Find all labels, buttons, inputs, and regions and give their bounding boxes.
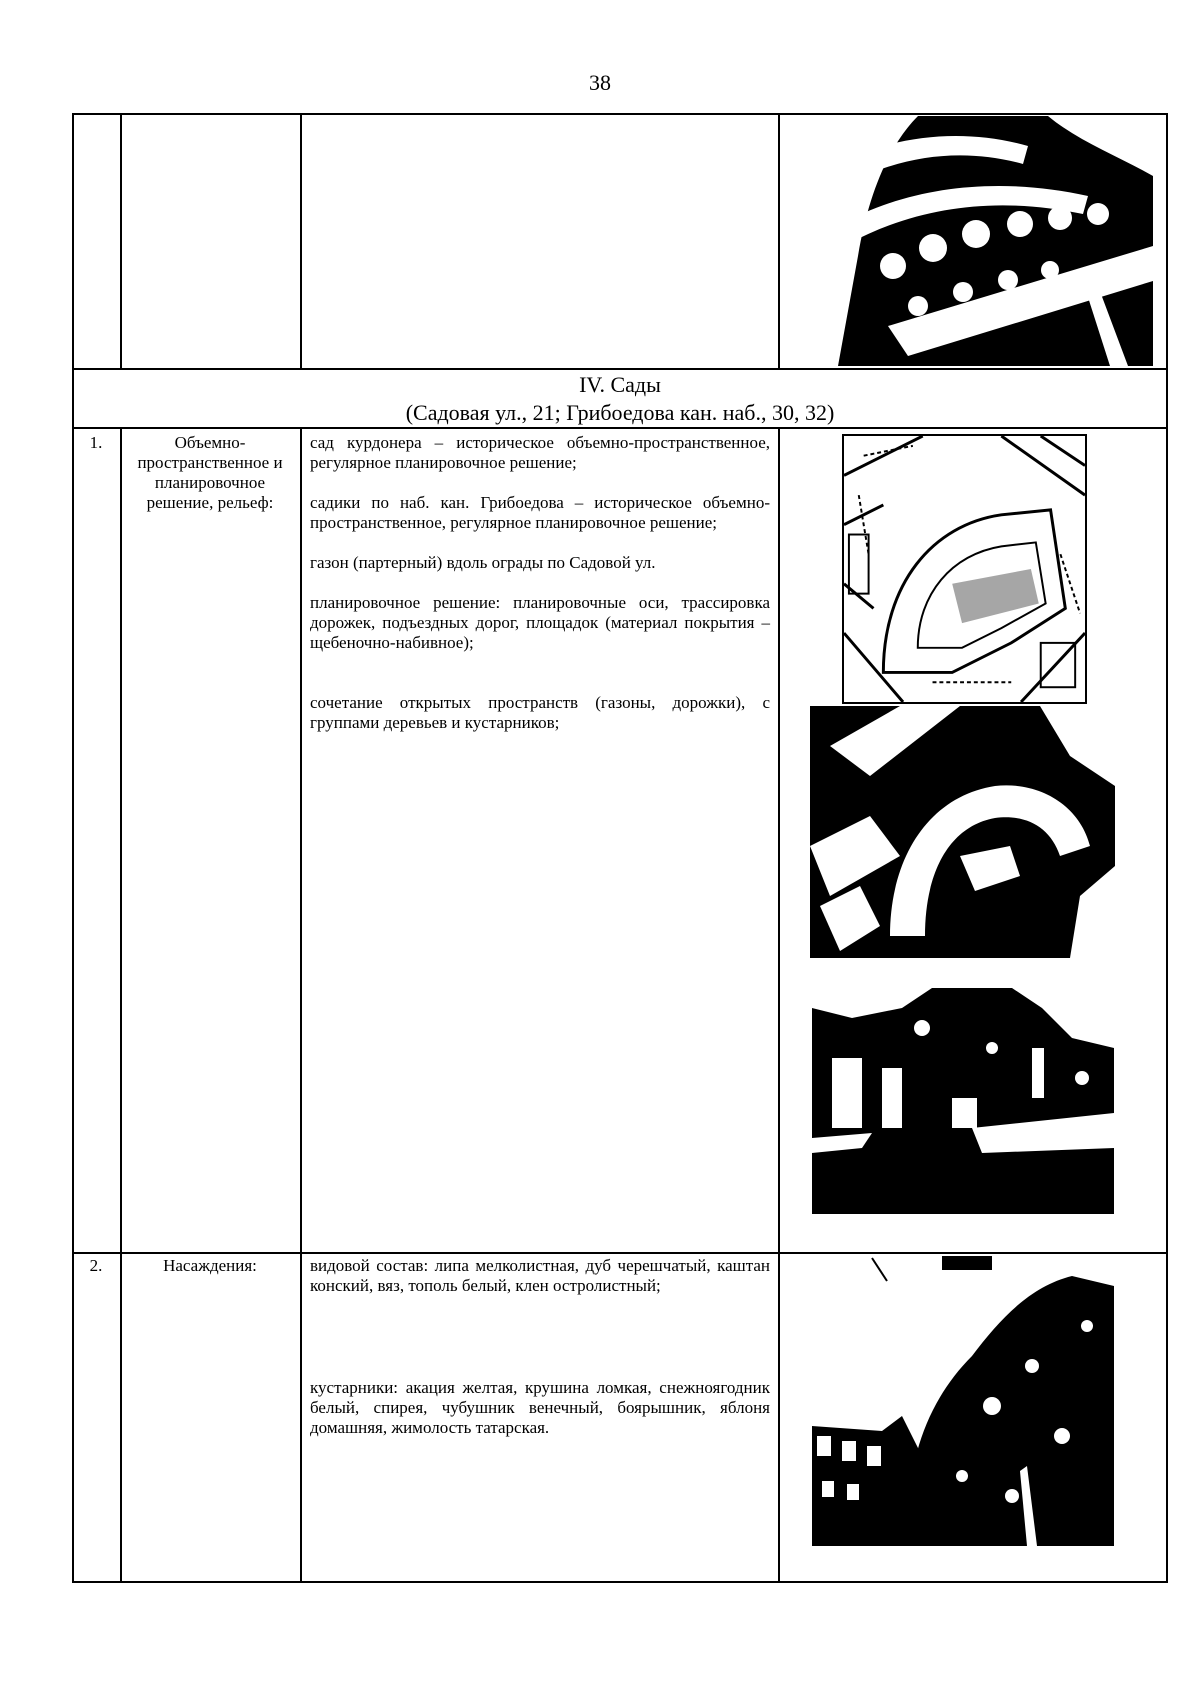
row-divider	[72, 368, 1168, 370]
section-heading: IV. Сады	[579, 372, 661, 397]
row-divider	[72, 1252, 1168, 1254]
site-plan-map	[842, 434, 1087, 704]
ornament-photo	[798, 116, 1153, 366]
table-right-border	[1166, 113, 1168, 1583]
table-top-border	[72, 113, 1168, 115]
page-number: 38	[589, 70, 611, 95]
column-divider	[778, 113, 780, 370]
description-paragraph: кустарники: акация желтая, крушина ломкая, снежноягодник белый, спирея, чубушник венечный, боярышник, яблоня домашняя, жимолость татарская.	[310, 1378, 770, 1437]
column-divider	[120, 113, 122, 370]
description-paragraph: сад курдонера – историческое объемно-пространственное, регулярное планировочное решение;	[310, 433, 770, 472]
table-bottom-border	[72, 1581, 1168, 1583]
plantings-photo	[812, 1256, 1114, 1546]
description-paragraph: газон (партерный) вдоль ограды по Садовой ул.	[310, 553, 656, 572]
column-divider	[300, 427, 302, 1583]
row-number: 1.	[89, 433, 103, 452]
section-title	[73, 371, 1167, 427]
aerial-photo	[810, 706, 1115, 958]
description-paragraph: планировочное решение: планировочные оси, трассировка дорожек, подъездных дорог, площадок (материал покрытия – щебеночно-набивное);	[310, 593, 770, 652]
row-feature-name: Насаждения:	[163, 1256, 257, 1275]
garden-photo	[812, 988, 1114, 1214]
description-paragraph: видовой состав: липа мелколистная, дуб черешчатый, каштан конский, вяз, тополь белый, клен остролистный;	[310, 1256, 770, 1295]
row-number: 2.	[89, 1256, 103, 1275]
column-divider	[120, 427, 122, 1583]
row-divider	[72, 427, 1168, 429]
row-feature-name: Объемно-пространственное и планировочное решение, рельеф:	[137, 433, 283, 512]
column-divider	[300, 113, 302, 370]
row-description	[310, 1256, 770, 1458]
section-address: (Садовая ул., 21; Грибоедова кан. наб., 30, 32)	[405, 400, 835, 425]
column-divider	[778, 427, 780, 1583]
row-description	[310, 433, 770, 753]
table-left-border	[72, 113, 74, 1583]
description-paragraph: садики по наб. кан. Грибоедова – историческое объемно-пространственное, регулярное планировочное решение;	[310, 493, 770, 532]
description-paragraph: сочетание открытых пространств (газоны, дорожки), с группами деревьев и кустарников;	[310, 693, 770, 732]
